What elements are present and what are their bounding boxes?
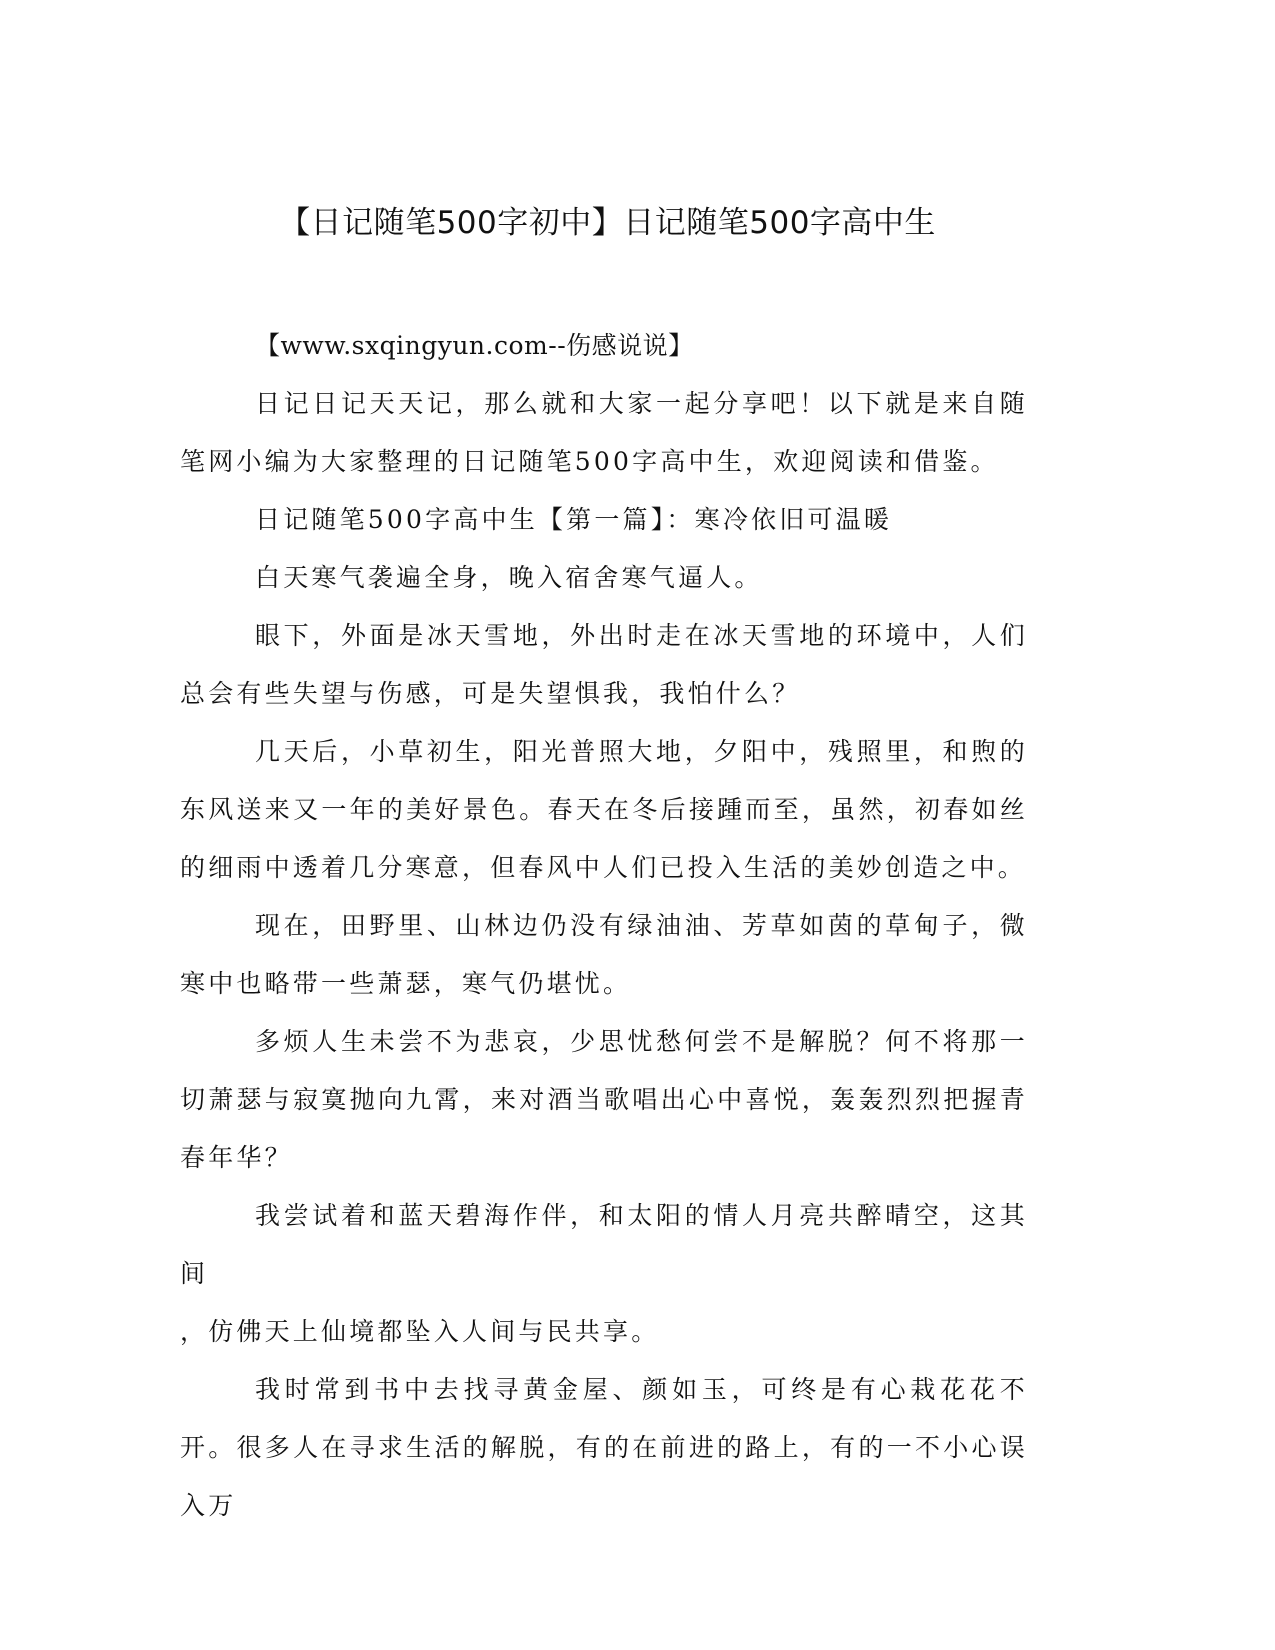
document-body xyxy=(180,317,1028,1535)
paragraph: 日记日记天天记，那么就和大家一起分享吧！以下就是来自随笔网小编为大家整理的日记随笔500字高中生，欢迎阅读和借鉴。 xyxy=(180,389,1028,476)
document-title: 【日记随笔500字初中】日记随笔500字高中生 xyxy=(279,205,936,241)
paragraph: 我时常到书中去找寻黄金屋、颜如玉，可终是有心栽花花不开。很多人在寻求生活的解脱，有的在前进的路上，有的一不小心误入万 xyxy=(180,1375,1028,1520)
source-line: 【www.sxqingyun.com--伤感说说】 xyxy=(255,331,694,360)
paragraph: 多烦人生未尝不为悲哀，少思忧愁何尝不是解脱？何不将那一切萧瑟与寂寞抛向九霄，来对酒当歌唱出心中喜悦，轰轰烈烈把握青春年华？ xyxy=(180,1027,1028,1172)
paragraph: 日记随笔500字高中生【第一篇】：寒冷依旧可温暖 xyxy=(255,505,893,534)
paragraph: 几天后，小草初生，阳光普照大地，夕阳中，残照里，和煦的东风送来又一年的美好景色。春天在冬后接踵而至，虽然，初春如丝的细雨中透着几分寒意，但春风中人们已投入生活的美妙创造之中。 xyxy=(180,737,1028,882)
paragraph: 我尝试着和蓝天碧海作伴，和太阳的情人月亮共醉晴空，这其间 xyxy=(180,1201,1028,1288)
paragraph: 眼下，外面是冰天雪地，外出时走在冰天雪地的环境中，人们总会有些失望与伤感，可是失望惧我，我怕什么？ xyxy=(180,621,1028,708)
paragraph: 白天寒气袭遍全身，晚入宿舍寒气逼人。 xyxy=(255,563,763,592)
paragraph: 现在，田野里、山林边仍没有绿油油、芳草如茵的草甸子，微寒中也略带一些萧瑟，寒气仍堪忧。 xyxy=(180,911,1028,998)
paragraph: ，仿佛天上仙境都坠入人间与民共享。 xyxy=(180,1317,660,1346)
